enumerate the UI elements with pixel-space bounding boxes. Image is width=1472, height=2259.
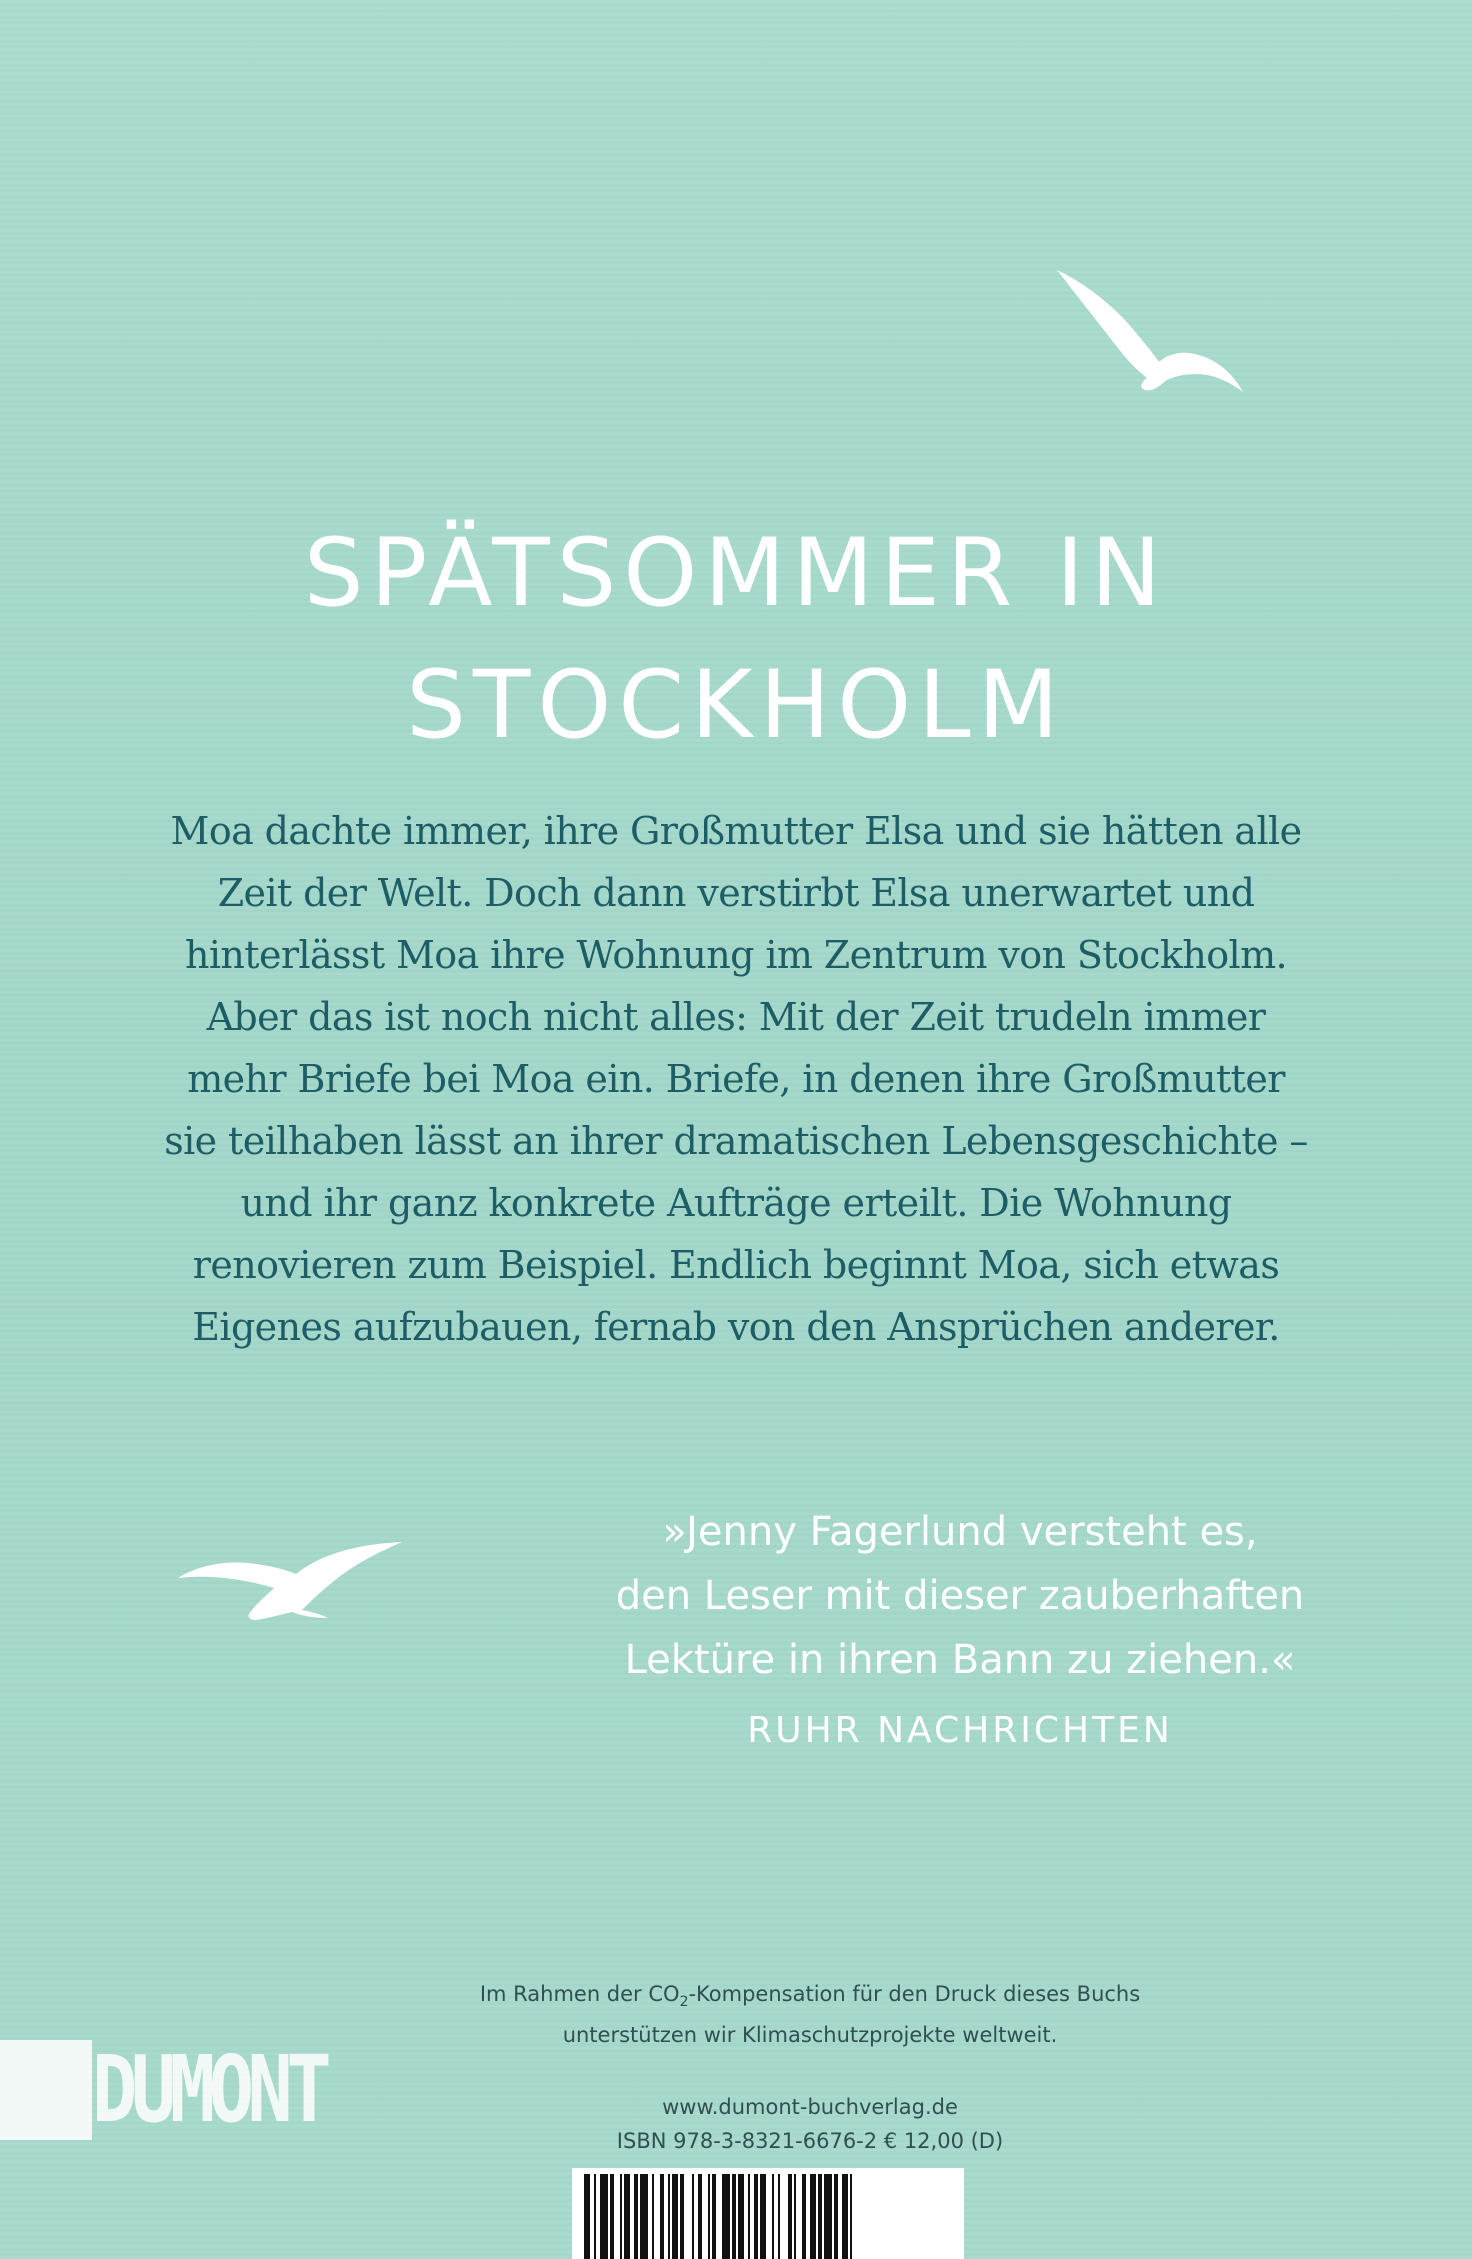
barcode-bar: [680, 2174, 684, 2259]
barcode-bar: [810, 2174, 816, 2259]
barcode-bar: [802, 2174, 806, 2259]
climate-note-line-1: Im Rahmen der $CO_2$-Kompensation für den Druck dieses Buchs: [479, 1982, 1141, 2011]
barcode-bar: [760, 2174, 766, 2259]
barcode-bar: [818, 2174, 822, 2259]
barcode-bar: [772, 2174, 774, 2259]
publisher-website[interactable]: www.dumont-buchverlag.de: [662, 2095, 958, 2119]
blurb-text: [130, 800, 1342, 1358]
blurb-line: renovieren zum Beispiel. Endlich beginnt Moa, sich etwas: [192, 1243, 1280, 1287]
barcode-bar: [788, 2174, 792, 2259]
climate-note-line-2: unterstützen wir Klimaschutzprojekte weltweit.: [562, 2023, 1058, 2048]
barcode-bar: [824, 2174, 832, 2259]
blurb-line: und ihr ganz konkrete Aufträge erteilt. Die Wohnung: [240, 1181, 1232, 1225]
barcode-bar: [738, 2174, 744, 2259]
barcode-bar: [722, 2174, 730, 2259]
barcode-bar: [610, 2174, 614, 2259]
barcode-bar: [850, 2174, 852, 2259]
quote-source: RUHR NACHRICHTEN: [747, 1710, 1173, 1751]
logo-wordmark: DUMONT: [92, 2036, 326, 2143]
book-title: [0, 508, 1472, 772]
barcode-bar: [712, 2174, 716, 2259]
barcode-bar: [692, 2174, 694, 2259]
barcode-bar: [584, 2174, 590, 2259]
barcode-bar: [842, 2174, 848, 2259]
quote-line: »Jenny Fagerlund versteht es,: [662, 1509, 1258, 1555]
isbn-price: ISBN 978-3-8321-6676-2 € 12,00 (D): [616, 2129, 1004, 2153]
blurb-line: sie teilhaben lässt an ihrer dramatischen Lebensgeschichte –: [164, 1119, 1308, 1163]
seagull-icon: [178, 1540, 404, 1620]
barcode-bar: [834, 2174, 838, 2259]
press-quote: [560, 1500, 1360, 1692]
barcode-icon: [572, 2168, 964, 2259]
barcode-bar: [668, 2174, 670, 2259]
blurb-line: Eigenes aufzubauen, fernab von den Ansprüchen anderer.: [192, 1305, 1280, 1349]
seagull-icon: [1055, 266, 1245, 394]
barcode-bar: [794, 2174, 796, 2259]
barcode-bar: [594, 2174, 596, 2259]
blurb-line: Moa dachte immer, ihre Großmutter Elsa und sie hätten alle: [170, 809, 1302, 853]
barcode-bar: [634, 2174, 638, 2259]
climate-note: [380, 1978, 1240, 2052]
barcode-bar: [748, 2174, 750, 2259]
barcode-bar: [600, 2174, 608, 2259]
barcode-bar: [708, 2174, 710, 2259]
blurb-line: hinterlässt Moa ihre Wohnung im Zentrum von Stockholm.: [185, 933, 1287, 977]
blurb-line: Aber das ist noch nicht alles: Mit der Zeit trudeln immer: [206, 995, 1266, 1039]
barcode-bar: [640, 2174, 648, 2259]
barcode-bar: [652, 2174, 654, 2259]
barcode-bar: [624, 2174, 630, 2259]
logo-bar: [0, 2040, 92, 2140]
barcode-bar: [778, 2174, 780, 2259]
publisher-logo: [0, 2036, 360, 2143]
title-line-2: STOCKHOLM: [406, 651, 1066, 760]
barcode-bar: [732, 2174, 736, 2259]
barcode-bar: [620, 2174, 622, 2259]
quote-line: Lektüre in ihren Bann zu ziehen.«: [624, 1637, 1296, 1683]
imprint: [560, 2090, 1060, 2158]
barcode-bar: [672, 2174, 678, 2259]
title-line-1: SPÄTSOMMER IN: [303, 519, 1169, 628]
barcode-bar: [754, 2174, 758, 2259]
blurb-line: mehr Briefe bei Moa ein. Briefe, in denen ihre Großmutter: [187, 1057, 1285, 1101]
quote-line: den Leser mit dieser zauberhaften: [615, 1573, 1305, 1619]
blurb-line: Zeit der Welt. Doch dann verstirbt Elsa unerwartet und: [217, 871, 1255, 915]
barcode-bar: [660, 2174, 664, 2259]
barcode-bar: [698, 2174, 702, 2259]
